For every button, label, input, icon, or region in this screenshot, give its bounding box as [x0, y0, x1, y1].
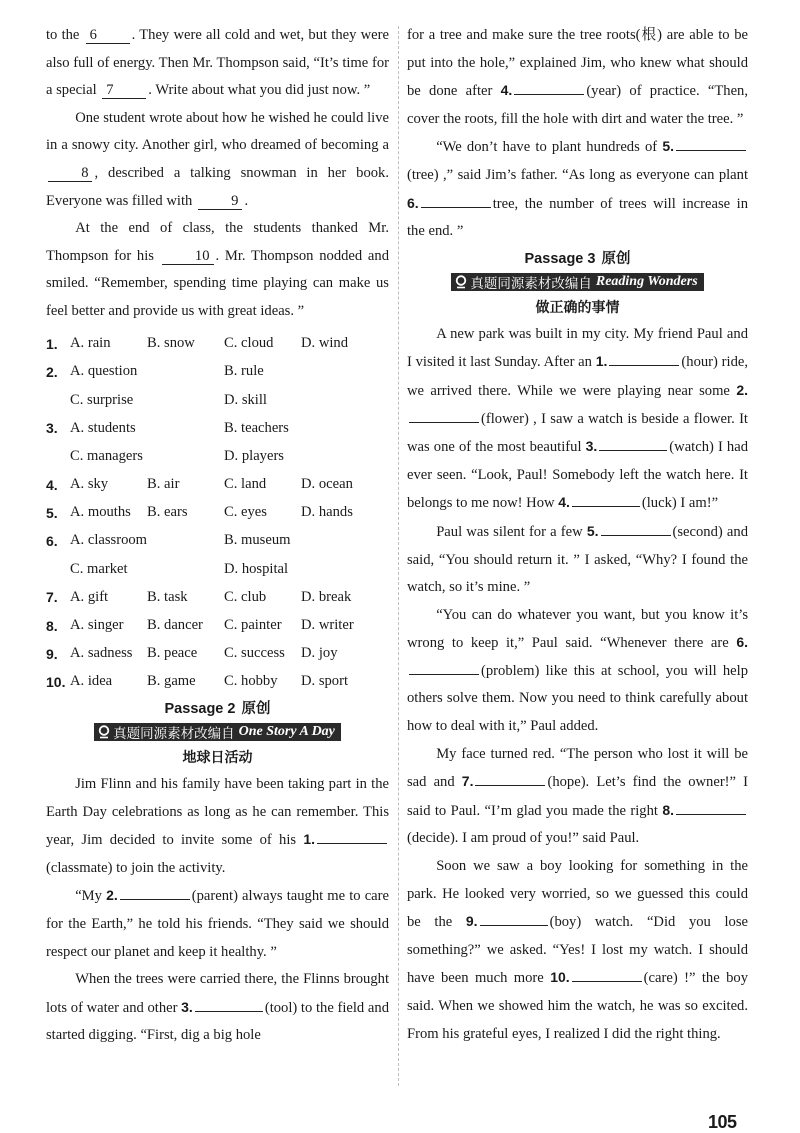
option-c[interactable]: C. land	[224, 476, 267, 493]
question-9: 9. A. sadness B. peace C. success D. joy	[46, 640, 389, 668]
option-a[interactable]: A. sadness	[70, 645, 133, 662]
question-2: 2. A. question B. rule	[46, 358, 389, 386]
original-tag: 原创	[601, 250, 631, 267]
answer-blank-6[interactable]	[421, 207, 491, 208]
answer-blank-4[interactable]	[514, 94, 584, 95]
option-b[interactable]: B. rule	[224, 363, 264, 380]
option-b[interactable]: B. air	[147, 476, 180, 493]
answer-blank-4[interactable]	[572, 506, 640, 507]
passage2-paragraph-3-continued: for a tree and make sure the tree roots(根) are able to be put into the hole,” explained Jim, who knew what should be done after 4. (year) of practice. “Then, cover the roots, fill the hole with dirt and water the tree. ”	[407, 27, 748, 127]
passage3-paragraph-5: Soon we saw a boy looking for something in the park. He looked very worried, so we guessed this could be the 9. (boy) watch. “Did you lose something?” we asked. “Yes! I lost my watch. I should have been much more 10. (care) !” the boy said. When we showed him the watch, he was so excited. From his grateful eyes, I realized I did the right thing.	[407, 858, 749, 1042]
answer-blank-5[interactable]	[676, 150, 746, 151]
question-5: 5. A. mouths B. ears C. eyes D. hands	[46, 499, 389, 527]
option-a[interactable]: A. classroom	[70, 532, 148, 549]
answer-blank-6[interactable]	[409, 674, 479, 675]
answer-blank-5[interactable]	[601, 535, 671, 536]
question-3-row-2	[46, 442, 389, 470]
blank-9[interactable]: 9	[198, 194, 242, 210]
column-divider	[398, 26, 399, 1086]
location-pin-icon	[455, 275, 467, 289]
option-d[interactable]: D. hands	[301, 504, 353, 521]
option-a[interactable]: A. singer	[70, 617, 124, 633]
option-b[interactable]: B. snow	[147, 335, 195, 352]
right-column	[407, 22, 748, 1048]
passage3-paragraph-2: Paul was silent for a few 5. (second) and said, “You should return it. ” I asked, “Why? I found the watch, so it’s mine. ”	[407, 522, 748, 596]
question-8: 8. A. singer B. dancer C. painter D. writer	[46, 611, 389, 639]
option-d[interactable]: D. joy	[301, 645, 338, 662]
passage2-title: Passage 2 原创	[164, 700, 271, 717]
option-a[interactable]: A. students	[70, 419, 136, 436]
option-b[interactable]: B. ears	[147, 504, 188, 521]
question-4: 4. A. sky B. air C. land D. ocean	[46, 470, 389, 498]
option-c[interactable]: C. managers	[70, 447, 143, 464]
passage3-paragraph-1: A new park was built in my city. My friend Paul and I visited it last Sunday. After an 1. (hour) ride, we arrived there. While we were playing near some 2.(flower) , I saw a watch is beside a flower. It was one of the most beautiful 3. (watch) I had ever seen. “Look, Paul! Somebody left the watch here. It belongs to me now! How 4. (luck) I am!”	[407, 325, 748, 512]
option-c[interactable]: C. surprise	[70, 391, 134, 408]
answer-blank-9[interactable]	[480, 925, 548, 926]
passage3-paragraph-4: My face turned red. “The person who lost it will be sad and 7. (hope). Let’s find the owner!” I said to Paul. “I’m glad you made the right 8.(decide). I am proud of you!” said Paul.	[407, 745, 748, 847]
passage1-paragraph-2: One student wrote about how he wished he could live in a snowy city. Another girl, who dreamed of becoming a 8 , described a talking snowman in her book. Everyone was filled with 9 .	[46, 109, 389, 209]
question-6-row-2	[46, 555, 389, 583]
location-pin-icon	[98, 725, 110, 739]
blank-8[interactable]: 8	[48, 166, 92, 182]
passage2-paragraph-2: “My 2. (parent) always taught me to care for the Earth,” he told his friends. “They said we should respect our planet and keep it healthy. ”	[46, 887, 389, 960]
option-d[interactable]: D. break	[301, 588, 352, 605]
option-a[interactable]: A. mouths	[70, 504, 131, 521]
answer-blank-1[interactable]	[317, 843, 387, 844]
answer-blank-8[interactable]	[676, 814, 746, 815]
option-b[interactable]: B. teachers	[224, 419, 289, 436]
question-7: 7. A. gift B. task C. club D. break	[46, 583, 389, 611]
answer-blank-3[interactable]	[195, 1011, 263, 1012]
option-b[interactable]: B. museum	[224, 532, 291, 549]
answer-blank-7[interactable]	[475, 785, 545, 786]
option-b[interactable]: B. task	[147, 588, 188, 605]
option-c[interactable]: C. eyes	[224, 504, 267, 521]
answer-blank-1[interactable]	[609, 365, 679, 366]
option-b[interactable]: B. game	[147, 673, 196, 690]
answer-blank-10[interactable]	[572, 981, 642, 982]
passage2-paragraph-3: When the trees were carried there, the Flinns brought lots of water and other 3. (tool) to the field and started digging. “First, dig a big hole	[46, 971, 389, 1044]
page-number: 105	[708, 1112, 737, 1132]
answer-blank-2[interactable]	[409, 422, 479, 423]
answer-blank-2[interactable]	[120, 899, 190, 900]
option-d[interactable]: D. ocean	[301, 476, 353, 493]
option-a[interactable]: A. sky	[70, 476, 109, 493]
option-a[interactable]: A. question	[70, 363, 138, 380]
question-1: 1. A. rain B. snow C. cloud D. wind	[46, 330, 389, 358]
option-c[interactable]: C. success	[224, 645, 285, 662]
option-c[interactable]: C. cloud	[224, 335, 274, 352]
original-tag: 原创	[241, 700, 271, 717]
passage2-source-banner: 真题同源素材改编自 One Story A Day	[46, 723, 389, 745]
option-d[interactable]: D. players	[224, 447, 284, 464]
passage3-chinese-title: 做正确的事情	[535, 299, 620, 316]
blank-10[interactable]: 10	[162, 249, 214, 265]
option-a[interactable]: A. rain	[70, 335, 111, 352]
option-d[interactable]: D. writer	[301, 617, 354, 633]
passage2-paragraph-4: “We don’t have to plant hundreds of 5.(tree) ,” said Jim’s father. “As long as everyone can plant 6. tree, the number of trees will increase in the end. ”	[407, 138, 748, 240]
passage3-paragraph-3: “You can do whatever you want, but you know it’s wrong to keep it,” Paul said. “Whenever there are 6.(problem) like this at school, you will help others solve them. Now you need to think carefully about how to deal with it,” Paul added.	[407, 606, 748, 735]
question-2-row-2	[46, 386, 389, 414]
question-6: 6. A. classroom B. museum	[46, 527, 389, 555]
option-a[interactable]: A. gift	[70, 588, 109, 605]
option-a[interactable]: A. idea	[70, 673, 113, 690]
option-d[interactable]: D. sport	[301, 673, 349, 690]
question-3: 3. A. students B. teachers	[46, 414, 389, 442]
passage1-paragraph-1: to the 6 . They were all cold and wet, but they were also full of energy. Then Mr. Thompson said, “It’s time for a special 7 . Write about what you did just now. ”	[46, 27, 389, 99]
passage2-paragraph-1: Jim Flinn and his family have been taking part in the Earth Day celebrations as long as he can remember. This year, Jim decided to invite some of his 1.(classmate) to join the activity.	[46, 775, 389, 876]
option-b[interactable]: B. peace	[147, 645, 198, 662]
option-c[interactable]: C. painter	[224, 617, 282, 633]
blank-6[interactable]: 6	[86, 28, 130, 44]
option-c[interactable]: C. hobby	[224, 673, 278, 690]
passage3-title: Passage 3 原创	[524, 250, 631, 267]
passage3-source-banner: 真题同源素材改编自 Reading Wonders	[407, 273, 748, 295]
option-c[interactable]: C. market	[70, 560, 128, 577]
option-c[interactable]: C. club	[224, 588, 267, 605]
option-d[interactable]: D. hospital	[224, 560, 289, 577]
options-list	[46, 330, 389, 696]
option-d[interactable]: D. skill	[224, 391, 267, 408]
question-10: 10. A. idea B. game C. hobby D. sport	[46, 668, 389, 696]
left-column	[46, 22, 389, 1050]
blank-7[interactable]: 7	[102, 83, 146, 99]
option-b[interactable]: B. dancer	[147, 617, 203, 633]
option-d[interactable]: D. wind	[301, 335, 349, 352]
answer-blank-3[interactable]	[599, 450, 667, 451]
passage2-chinese-title: 地球日活动	[182, 749, 253, 766]
passage1-paragraph-3: At the end of class, the students thanked Mr. Thompson for his 10 . Mr. Thompson nodded and smiled. “Remember, spending time playing can make us feel better and provide us with great ideas. ”	[46, 220, 389, 319]
